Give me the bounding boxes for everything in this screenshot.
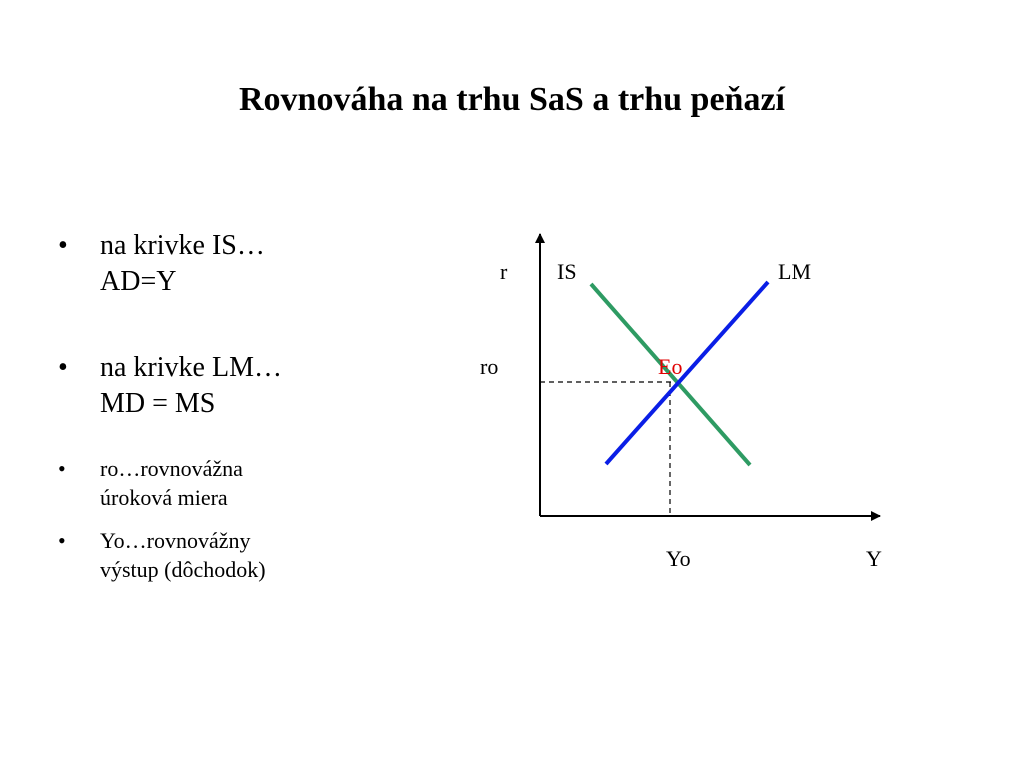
lm-curve [606,282,768,464]
bullet-text-line: MD = MS [100,388,216,419]
lm-curve-label: LM [778,259,811,284]
is-curve-label: IS [557,259,577,284]
bullet-text-line: na krivke LM… [100,352,282,383]
r-equilibrium-label: ro [480,354,499,379]
bullet-text-line: na krivke IS… [100,230,265,261]
x-axis-label: Y [866,546,882,571]
y-equilibrium-label: Yo [666,546,691,571]
bullet-marker: • [58,230,68,261]
bullet-marker: • [58,528,66,553]
bullet-marker: • [58,352,68,383]
bullet-text-line: AD=Y [100,266,177,297]
bullet-text-line: úroková miera [100,485,228,510]
equilibrium-label: Eo [658,354,683,379]
bullet-text-line: ro…rovnovážna [100,456,243,481]
slide-title: Rovnováha na trhu SaS a trhu peňazí [238,81,785,118]
bullet-text-line: výstup (dôchodok) [100,557,266,582]
bullet-text-line: Yo…rovnovážny [100,528,251,553]
bullet-marker: • [58,456,66,481]
y-axis-label: r [500,259,508,284]
